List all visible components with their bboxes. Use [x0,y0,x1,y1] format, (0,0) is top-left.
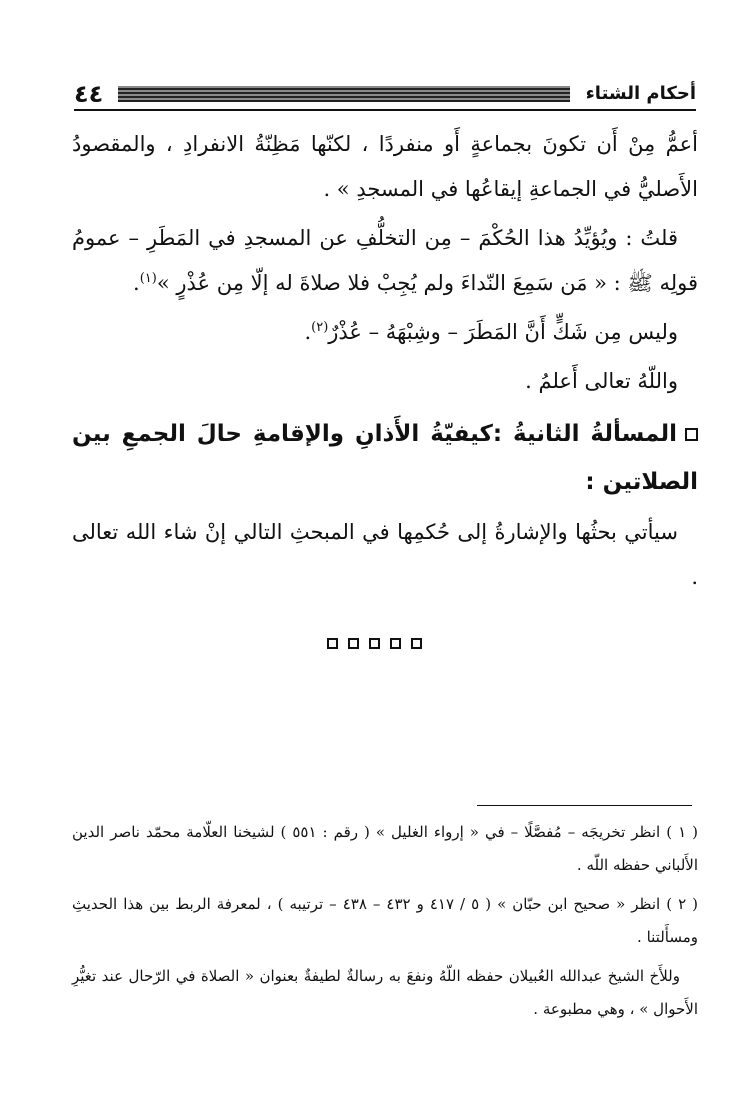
footnotes [72,816,698,1032]
paragraph-2-text: قلتُ : ويُؤيِّدُ هذا الحُكْمَ – مِن التخلُّفِ عن المسجدِ في المَطَرِ – عمومُ قولِه ﷺ : « مَن سَمِعَ النّداءَ ولم يُجِبْ فلا صلاةَ له إلّا مِن عُذْرٍ » [72,226,698,295]
section-heading [72,410,698,506]
separator-square-icon [369,638,380,649]
running-header [74,78,696,112]
main-text [72,122,698,600]
paragraph-3 [72,310,698,355]
header-decorative-rule [118,86,570,102]
separator-square-icon [348,638,359,649]
paragraph-3-end: . [304,320,312,344]
footnote-2-addendum: وللأَخ الشيخ عبدالله العُبيلان حفظه اللّهُ ونفعَ به رسالةٌ لطيفةٌ بعنوان « الصلاة في الرّحال عند تغيُّرِ الأَحوال » ، وهي مطبوعة . [72,967,698,1018]
section-heading-text: المسألةُ الثانيةُ :كيفيّةُ الأَذانِ والإقامةِ حالَ الجمعِ بين الصلاتين : [72,421,698,495]
running-title: أحكام الشتاء [585,83,696,104]
footnote-2: ( ٢ ) انظر « صحيح ابن حبّان » ( ٥ / ٤١٧ و ٤٣٢ – ٤٣٨ – ترتيبه ) ، لمعرفة الربط بين هذا الحديثِ ومسأَلتنا . [72,895,699,946]
section-separator [0,638,749,649]
footnote-1: ( ١ ) انظر تخريجَه – مُفصَّلًا – في « إرواء الغليل » ( رقم : ٥٥١ ) لشيخنا العلّامة محمّد ناصر الدين الأَلباني حفظه اللّه . [72,823,698,874]
square-bullet-icon [685,428,698,441]
separator-square-icon [390,638,401,649]
header-underline [74,109,696,111]
page-number: ٤٤ [74,80,104,108]
paragraph-1: أعمُّ مِنْ أَن تكونَ بجماعةٍ أَو منفردًا ، لكنّها مَظِنّةُ الانفرادِ ، والمقصودُ الأَصليُّ في الجماعةِ إيقاعُها في المسجدِ » . [72,132,698,201]
paragraph-4: واللّهُ تعالى أَعلمُ . [525,369,678,393]
paragraph-5: سيأتي بحثُها والإشارةُ إلى حُكمِها في المبحثِ التالي إنْ شاء الله تعالى . [72,520,698,589]
footnote-ref-2[interactable]: (٢) [311,320,329,335]
separator-square-icon [327,638,338,649]
footnote-ref-1[interactable]: (١) [139,271,157,286]
separator-square-icon [411,638,422,649]
footnote-rule [477,805,692,806]
paragraph-2: قلتُ : ويُؤيِّدُ هذا الحُكْمَ – مِن التخلُّفِ عن المسجدِ في المَطَرِ – عمومُ قولِه ﷺ : « مَن سَمِعَ النّداءَ ولم يُجِبْ فلا صلاةَ له إلّا مِن عُذْرٍ »$^{(١)}$. [72,226,698,295]
paragraph-3-text: وليس مِن شَكٍّ أَنَّ المَطَرَ – وشِبْهَهُ – عُذْرٌ [328,320,678,344]
